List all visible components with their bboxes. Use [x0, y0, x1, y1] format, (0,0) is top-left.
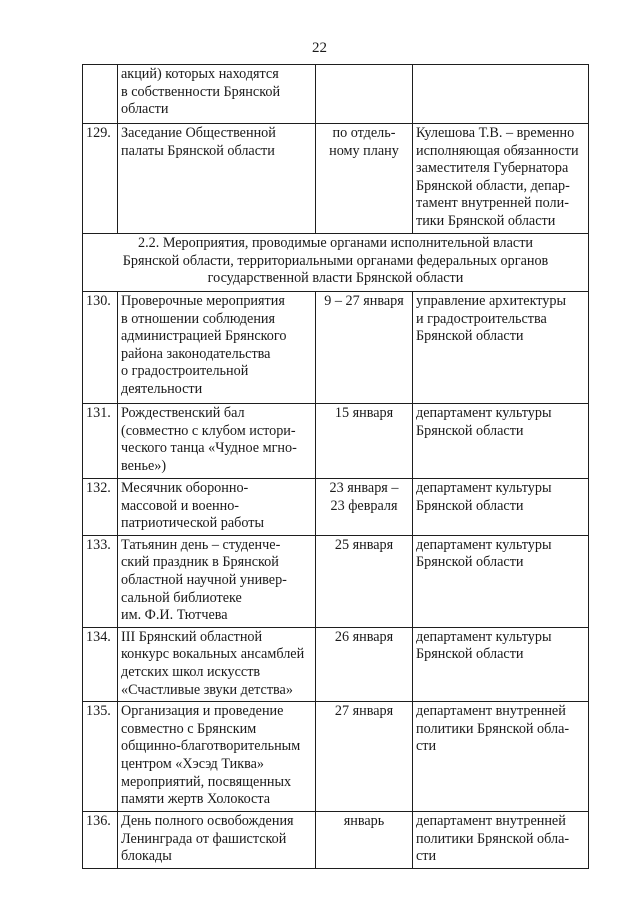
date-cell: 15 января: [316, 404, 413, 479]
row-number: 130.: [83, 292, 118, 404]
responsible-cell: департамент культуры Брянской области: [413, 479, 589, 536]
responsible-cell: департамент внутренней политики Брянской обла- сти: [413, 702, 589, 812]
row-number: 132.: [83, 479, 118, 536]
page-number: 22: [312, 40, 327, 56]
date-cell: 25 января: [316, 535, 413, 627]
event-cell: III Брянский областной конкурс вокальных ансамблей детских школ искусств «Счастливые звуки детства»: [118, 627, 316, 701]
date-cell: 27 января: [316, 702, 413, 812]
event-cell: акций) которых находятся в собственности Брянской области: [118, 65, 316, 124]
responsible-cell: департамент культуры Брянской области: [413, 627, 589, 701]
event-cell: Организация и проведение совместно с Брянским общинно-благотворительным центром «Хэсэд Тиква» мероприятий, посвященных памяти жертв Холокоста: [118, 702, 316, 812]
event-cell: День полного освобождения Ленинграда от фашистской блокады: [118, 812, 316, 869]
table-row: [83, 479, 589, 536]
responsible-cell: департамент культуры Брянской области: [413, 404, 589, 479]
event-cell: Заседание Общественной палаты Брянской области: [118, 124, 316, 234]
row-number: 134.: [83, 627, 118, 701]
table-row: [83, 404, 589, 479]
row-number: 129.: [83, 124, 118, 234]
event-cell: Проверочные мероприятия в отношении соблюдения администрацией Брянского района законодательства о градостроительной деятельности: [118, 292, 316, 404]
date-cell: 26 января: [316, 627, 413, 701]
table-row: [83, 292, 589, 404]
date-cell: 23 января – 23 февраля: [316, 479, 413, 536]
row-number: 131.: [83, 404, 118, 479]
row-number: 136.: [83, 812, 118, 869]
responsible-cell: Кулешова Т.В. – временно исполняющая обязанности заместителя Губернатора Брянской области, депар- тамент внутренней поли- тики Брянской области: [413, 124, 589, 234]
events-table: [82, 64, 589, 869]
row-number: 133.: [83, 535, 118, 627]
responsible-cell: департамент культуры Брянской области: [413, 535, 589, 627]
table-row: [83, 535, 589, 627]
table-row: [83, 702, 589, 812]
row-number: [83, 65, 118, 124]
event-cell: Месячник оборонно- массовой и военно- патриотической работы: [118, 479, 316, 536]
date-cell: по отдель- ному плану: [316, 124, 413, 234]
responsible-cell: [413, 65, 589, 124]
section-heading: 2.2. Мероприятия, проводимые органами исполнительной власти Брянской области, территориальными органами федеральных органов государственной власти Брянской области: [83, 234, 589, 292]
table-row: [83, 627, 589, 701]
row-number: 135.: [83, 702, 118, 812]
event-cell: Татьянин день – студенче- ский праздник в Брянской областной научной универ- сальной библиотеке им. Ф.И. Тютчева: [118, 535, 316, 627]
table-row: [83, 124, 589, 234]
date-cell: январь: [316, 812, 413, 869]
table-row: [83, 812, 589, 869]
section-row: [83, 234, 589, 292]
responsible-cell: управление архитектуры и градостроительства Брянской области: [413, 292, 589, 404]
responsible-cell: департамент внутренней политики Брянской обла- сти: [413, 812, 589, 869]
date-cell: 9 – 27 января: [316, 292, 413, 404]
event-cell: Рождественский бал (совместно с клубом истори- ческого танца «Чудное мгно- венье»): [118, 404, 316, 479]
date-cell: [316, 65, 413, 124]
table-row: [83, 65, 589, 124]
